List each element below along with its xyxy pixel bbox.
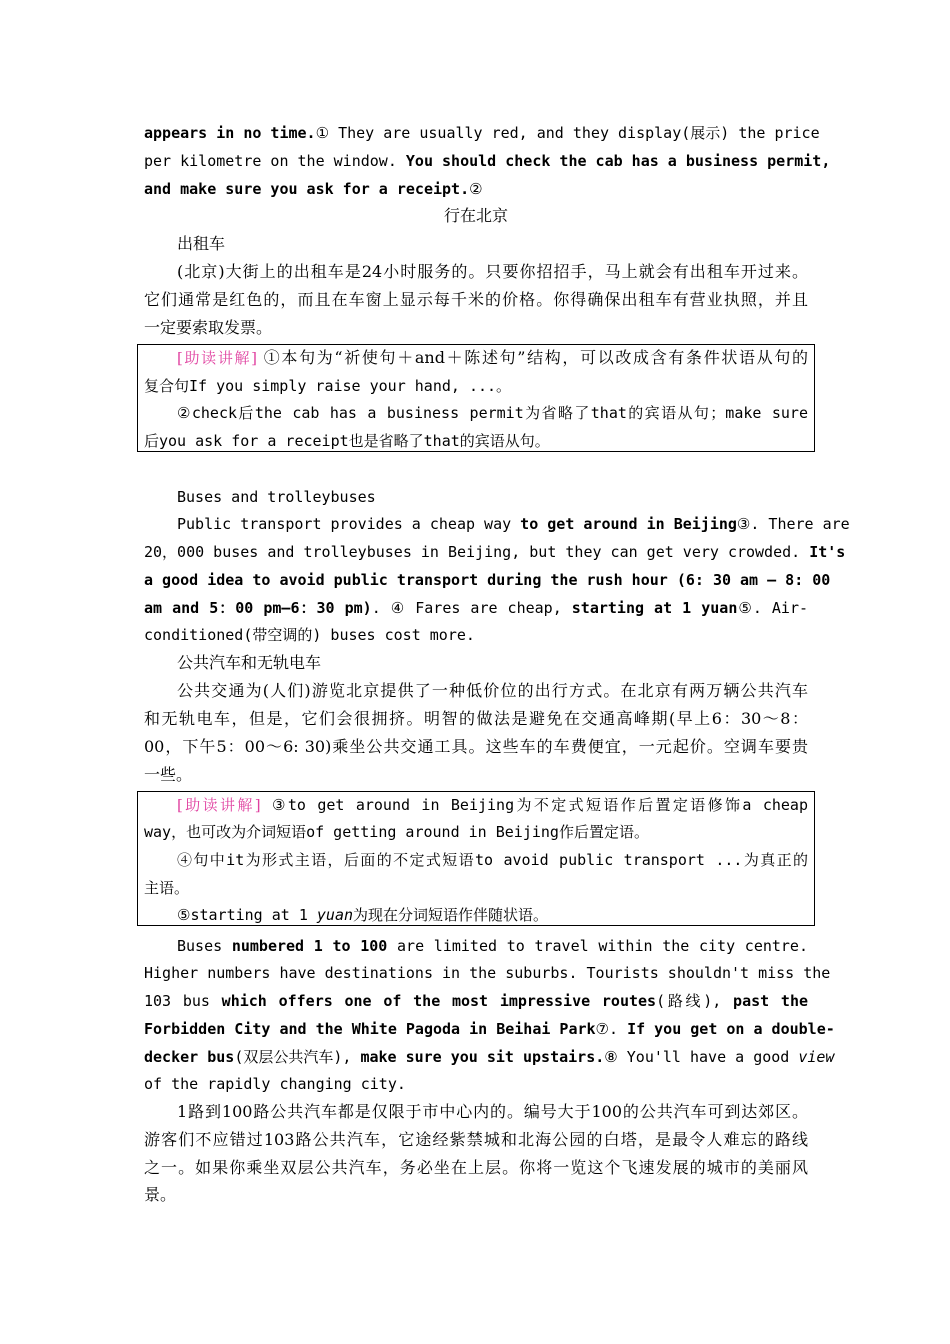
note-line: 主语。 [144,879,190,897]
taxi-heading: 出租车 [177,234,226,253]
bus-cn-heading: 公共汽车和无轨电车 [177,653,322,672]
section-title: 行在北京 [443,206,508,225]
note-tag: [助读讲解] [177,349,258,367]
note-line: [助读讲解] ③to get around in Beijing为不定式短语作后置定语修饰a cheap [177,796,808,814]
note-tag: [助读讲解] [177,796,261,814]
translation-line: 1路到100路公共汽车都是仅限于市中心内的。编号大于100的公共汽车可到达郊区。 [177,1102,808,1121]
text-line: decker bus(双层公共汽车), make sure you sit upstairs.⑧ You'll have a good view [144,1048,835,1066]
translation-line: 一些。 [144,765,193,784]
bus-heading: Buses and trolleybuses [177,488,376,506]
translation-line: 景。 [144,1185,177,1204]
text-line: a good idea to avoid public transport during the rush hour (6: 30 am — 8: 00 [144,571,831,589]
text-line: appears in no time.① They are usually red, and they display(展示) the price [144,124,820,142]
text-line: Higher numbers have destinations in the suburbs. Tourists shouldn't miss the [144,964,831,982]
text-line: Public transport provides a cheap way to get around in Beijing③. There are [177,515,850,533]
note-line: ⑤starting at 1 yuan为现在分词短语作伴随状语。 [177,906,549,924]
translation-line: 它们通常是红色的，而且在车窗上显示每千米的价格。你得确保出租车有营业执照，并且 [144,290,808,309]
text-line: Buses numbered 1 to 100 are limited to travel within the city centre. [177,937,808,955]
text-line: of the rapidly changing city. [144,1075,406,1093]
note-line: ②check后the cab has a business permit为省略了that的宾语从句；make sure [177,404,808,422]
text-line: Forbidden City and the White Pagoda in Beihai Park⑦. If you get on a double- [144,1020,835,1038]
translation-line: 一定要索取发票。 [144,318,273,337]
note-line: 复合句If you simply raise your hand, ...。 [144,377,512,395]
text-line: and make sure you ask for a receipt.② [144,180,483,198]
note-line: [助读讲解] ①本句为“祈使句＋and＋陈述句”结构，可以改成含有条件状语从句的 [177,348,808,367]
translation-line: 公共交通为(人们)游览北京提供了一种低价位的出行方式。在北京有两万辆公共汽车 [177,681,808,700]
note-line: way，也可改为介词短语of getting around in Beijing作后置定语。 [144,823,649,841]
translation-line: 游客们不应错过103路公共汽车，它途经紫禁城和北海公园的白塔，是最令人难忘的路线 [144,1130,808,1149]
text-line: per kilometre on the window. You should check the cab has a business permit, [144,152,831,170]
text-line: 103 bus which offers one of the most impressive routes(路线), past the [144,992,809,1010]
text-line: am and 5：00 pm—6：30 pm). ④ Fares are cheap, starting at 1 yuan⑤. Air- [144,599,809,617]
translation-line: 之一。如果你乘坐双层公共汽车，务必坐在上层。你将一览这个飞速发展的城市的美丽风 [144,1158,808,1177]
translation-line: 00，下午5：00～6: 30)乘坐公共交通工具。这些车的车费便宜，一元起价。空调车要贵 [144,737,808,756]
note-line: ④句中it为形式主语，后面的不定式短语to avoid public transport ...为真正的 [177,851,808,869]
note-line: 后you ask for a receipt也是省略了that的宾语从句。 [144,432,550,450]
translation-line: (北京)大街上的出租车是24小时服务的。只要你招招手，马上就会有出租车开过来。 [177,262,808,281]
translation-line: 和无轨电车，但是，它们会很拥挤。明智的做法是避免在交通高峰期(早上6：30～8： [144,709,808,728]
text-line: 20，000 buses and trolleybuses in Beijing, but they can get very crowded. It's [144,543,846,561]
text-line: conditioned(带空调的) buses cost more. [144,626,475,644]
